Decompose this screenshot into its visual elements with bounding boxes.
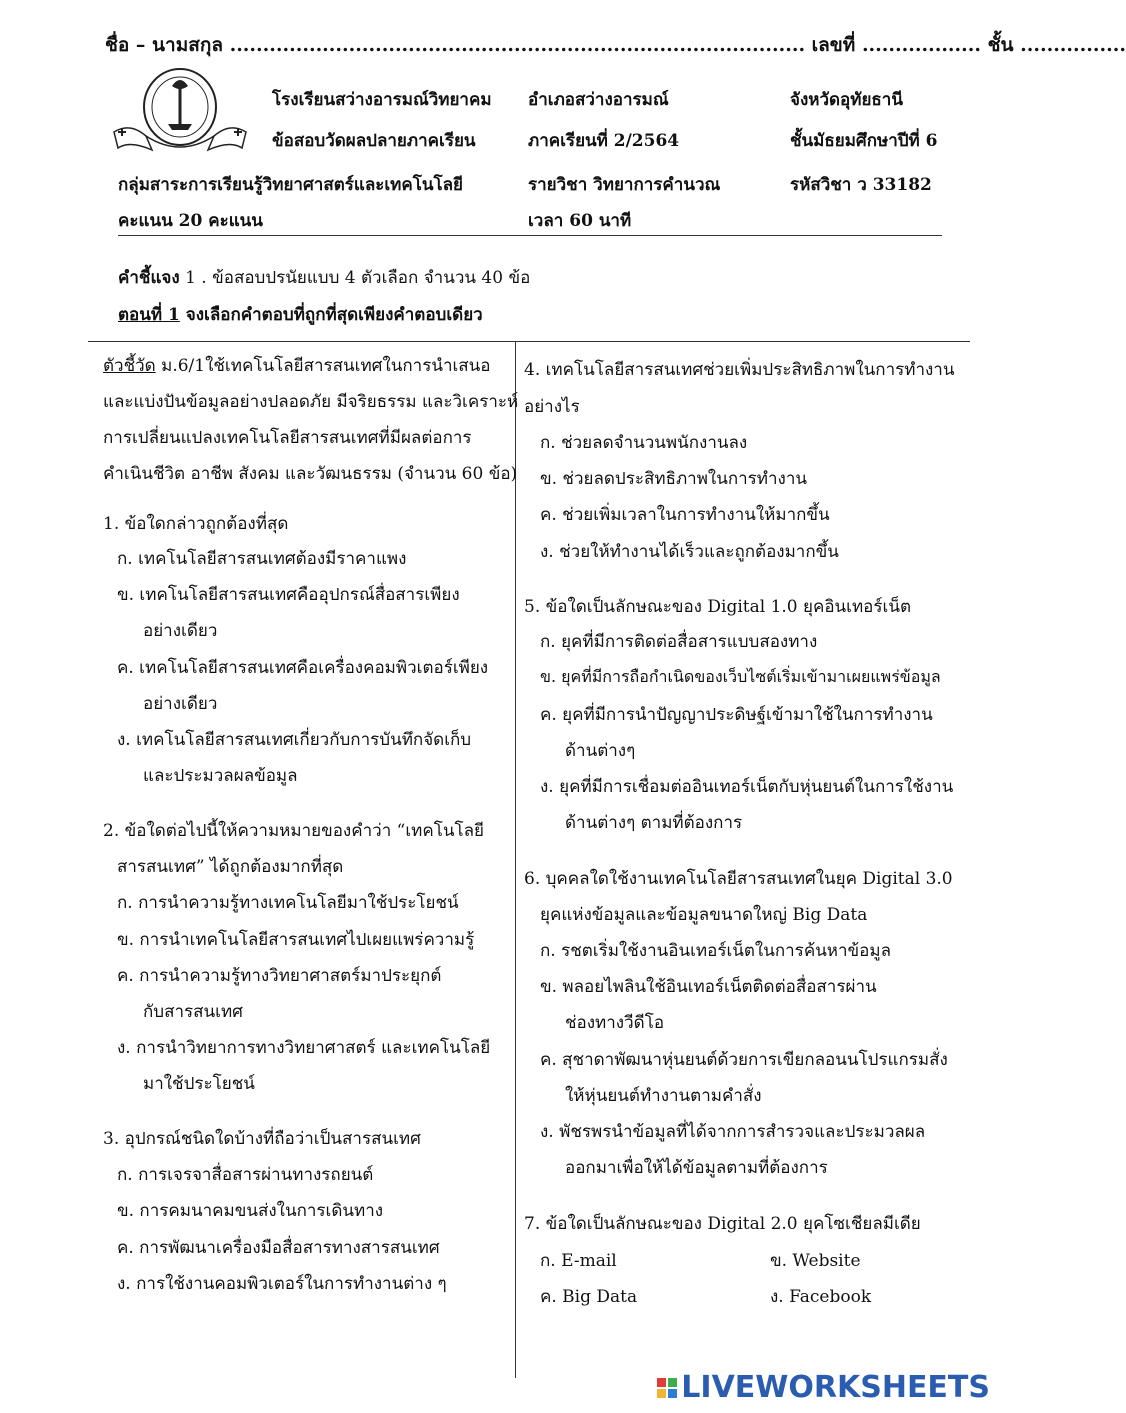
- q2-option-a[interactable]: ก. การนำความรู้ทางเทคโนโลยีมาใช้ประโยชน์: [117, 893, 459, 913]
- q5-option-c[interactable]: ค. ยุคที่มีการนำปัญญาประดิษฐ์เข้ามาใช้ในการทำงาน: [540, 705, 933, 725]
- logo-square-blue: [668, 1389, 677, 1398]
- subject-group: กลุ่มสาระการเรียนรู้วิทยาศาสตร์และเทคโนโลยี: [118, 175, 464, 195]
- question-6-cont: ยุคแห่งข้อมูลและข้อมูลขนาดใหญ่ Big Data: [540, 905, 868, 925]
- semester: ภาคเรียนที่ 2/2564: [528, 131, 680, 151]
- q1-option-b-cont: อย่างเดียว: [143, 621, 218, 641]
- q6-option-b[interactable]: ข. พลอยไพลินใช้อินเทอร์เน็ตติดต่อสื่อสารผ่าน: [540, 977, 877, 997]
- q1-option-d[interactable]: ง. เทคโนโลยีสารสนเทศเกี่ยวกับการบันทึกจัดเก็บ: [117, 730, 472, 750]
- course-code: รหัสวิชา ว 33182: [790, 175, 932, 195]
- q6-option-c[interactable]: ค. สุชาดาพัฒนาหุ่นยนต์ด้วยการเขียกลอนนโปรแกรมสั่ง: [540, 1050, 948, 1070]
- instructions-text: 1 . ข้อสอบปรนัยแบบ 4 ตัวเลือก จำนวน 40 ข้อ: [179, 268, 531, 288]
- q3-option-b[interactable]: ข. การคมนาคมขนส่งในการเดินทาง: [117, 1201, 384, 1221]
- grade-level: ชั้นมัธยมศึกษาปีที่ 6: [790, 131, 938, 151]
- part-label: ตอนที่ 1: [118, 305, 180, 325]
- question-1: 1. ข้อใดกล่าวถูกต้องที่สุด: [103, 514, 289, 534]
- q2-option-d[interactable]: ง. การนำวิทยาการทางวิทยาศาสตร์ และเทคโนโลยี: [117, 1038, 491, 1058]
- q2-option-b[interactable]: ข. การนำเทคโนโลยีสารสนเทศไปเผยแพร่ความรู้: [117, 930, 475, 950]
- name-line: ชื่อ – นามสกุล ....................................................................................... เลขที่ .................. ชั้น ................: [105, 34, 1126, 56]
- q7-option-b[interactable]: ข. Website: [770, 1251, 861, 1271]
- instructions: [118, 264, 530, 291]
- school-name: โรงเรียนสว่างอารมณ์วิทยาคม: [272, 90, 492, 110]
- q1-option-c[interactable]: ค. เทคโนโลยีสารสนเทศคือเครื่องคอมพิวเตอร์เพียง: [117, 658, 489, 678]
- q7-option-a[interactable]: ก. E-mail: [540, 1251, 617, 1271]
- q5-option-d[interactable]: ง. ยุคที่มีการเชื่อมต่ออินเทอร์เน็ตกับหุ่นยนต์ในการใช้งาน: [540, 777, 954, 797]
- school-emblem-icon: [110, 62, 250, 162]
- time-limit: เวลา 60 นาที: [528, 211, 632, 231]
- q6-option-d[interactable]: ง. พัชรพรนำข้อมูลที่ได้จากการสำรวจและประมวลผล: [540, 1122, 926, 1142]
- q3-option-d[interactable]: ง. การใช้งานคอมพิวเตอร์ในการทำงานต่าง ๆ: [117, 1274, 447, 1294]
- q1-option-c-cont: อย่างเดียว: [143, 694, 218, 714]
- q4-option-d[interactable]: ง. ช่วยให้ทำงานได้เร็วและถูกต้องมากขึ้น: [540, 542, 839, 562]
- indicator-line-2: และแบ่งปันข้อมูลอย่างปลอดภัย มีจริยธรรม และวิเคราะห์: [103, 392, 519, 412]
- q1-option-d-cont: และประมวลผลข้อมูล: [143, 766, 298, 786]
- question-4-cont: อย่างไร: [524, 397, 580, 417]
- q7-option-d[interactable]: ง. Facebook: [770, 1287, 872, 1307]
- question-7: 7. ข้อใดเป็นลักษณะของ Digital 2.0 ยุคโซเชียลมีเดีย: [524, 1214, 921, 1234]
- q1-option-b[interactable]: ข. เทคโนโลยีสารสนเทศคืออุปกรณ์สื่อสารเพียง: [117, 585, 460, 605]
- q3-option-c[interactable]: ค. การพัฒนาเครื่องมือสื่อสารทางสารสนเทศ: [117, 1238, 440, 1258]
- q6-option-a[interactable]: ก. รชตเริ่มใช้งานอินเทอร์เน็ตในการค้นหาข้อมูล: [540, 941, 892, 961]
- q6-option-b-cont: ช่องทางวีดีโอ: [565, 1013, 665, 1033]
- liveworksheets-icon: [657, 1378, 677, 1398]
- q5-option-c-cont: ด้านต่างๆ: [565, 741, 636, 761]
- question-2-cont: สารสนเทศ” ได้ถูกต้องมากที่สุด: [117, 857, 344, 877]
- indicator-label: ตัวชี้วัด: [103, 356, 156, 376]
- district: อำเภอสว่างอารมณ์: [528, 90, 669, 110]
- indicator-line-3: การเปลี่ยนแปลงเทคโนโลยีสารสนเทศที่มีผลต่อการ: [103, 428, 472, 448]
- column-divider: [515, 341, 516, 1378]
- q7-option-c[interactable]: ค. Big Data: [540, 1287, 638, 1307]
- q6-option-c-cont: ให้หุ่นยนต์ทำงานตามคำสั่ง: [565, 1086, 762, 1106]
- logo-square-red: [657, 1378, 666, 1387]
- q5-option-d-cont: ด้านต่างๆ ตามที่ต้องการ: [565, 813, 743, 833]
- indicator-line-4: คำเนินชีวิต อาชีพ สังคม และวัฒนธรรม (จำนวน 60 ข้อ): [103, 464, 518, 484]
- logo-square-yellow: [657, 1389, 666, 1398]
- q6-option-d-cont: ออกมาเพื่อให้ได้ข้อมูลตามที่ต้องการ: [565, 1158, 828, 1178]
- province: จังหวัดอุทัยธานี: [790, 90, 903, 110]
- instructions-label: คำชี้แจง: [118, 268, 180, 288]
- q2-option-c[interactable]: ค. การนำความรู้ทางวิทยาศาสตร์มาประยุกต์: [117, 966, 442, 986]
- liveworksheets-logo[interactable]: [657, 1370, 990, 1405]
- score-total: คะแนน 20 คะแนน: [118, 211, 263, 231]
- q5-option-a[interactable]: ก. ยุคที่มีการติดต่อสื่อสารแบบสองทาง: [540, 632, 818, 652]
- indicator-line-1: [103, 348, 491, 384]
- q3-option-a[interactable]: ก. การเจรจาสื่อสารผ่านทางรถยนต์: [117, 1165, 374, 1185]
- q2-option-c-cont: กับสารสนเทศ: [143, 1002, 243, 1022]
- question-6: 6. บุคคลใดใช้งานเทคโนโลยีสารสนเทศในยุค Digital 3.0: [524, 869, 953, 889]
- question-4: 4. เทคโนโลยีสารสนเทศช่วยเพิ่มประสิทธิภาพในการทำงาน: [524, 360, 955, 380]
- part-text: จงเลือกคำตอบที่ถูกที่สุดเพียงคำตอบเดียว: [179, 305, 483, 325]
- header-divider: [118, 235, 942, 236]
- exam-title: ข้อสอบวัดผลปลายภาคเรียน: [272, 131, 476, 151]
- columns-top-border: [88, 341, 970, 342]
- q1-option-a[interactable]: ก. เทคโนโลยีสารสนเทศต้องมีราคาแพง: [117, 549, 407, 569]
- q4-option-a[interactable]: ก. ช่วยลดจำนวนพนักงานลง: [540, 433, 748, 453]
- q4-option-c[interactable]: ค. ช่วยเพิ่มเวลาในการทำงานให้มากขึ้น: [540, 505, 830, 525]
- course-name: รายวิชา วิทยาการคำนวณ: [528, 175, 721, 195]
- logo-square-green: [668, 1378, 677, 1387]
- part-instruction: [118, 301, 483, 328]
- indicator-text: ม.6/1ใช้เทคโนโลยีสารสนเทศในการนำเสนอ: [155, 356, 491, 376]
- question-2: 2. ข้อใดต่อไปนี้ให้ความหมายของคำว่า “เทคโนโลยี: [103, 821, 484, 841]
- q4-option-b[interactable]: ข. ช่วยลดประสิทธิภาพในการทำงาน: [540, 469, 808, 489]
- q2-option-d-cont: มาใช้ประโยชน์: [143, 1074, 255, 1094]
- liveworksheets-text: LIVEWORKSHEETS: [681, 1370, 990, 1405]
- school-logo: [110, 62, 250, 162]
- question-5: 5. ข้อใดเป็นลักษณะของ Digital 1.0 ยุคอินเทอร์เน็ต: [524, 597, 911, 617]
- q5-option-b[interactable]: ข. ยุคที่มีการถือกำเนิดของเว็บไซต์เริ่มเข้ามาเผยแพร่ข้อมูล: [540, 667, 941, 686]
- question-3: 3. อุปกรณ์ชนิดใดบ้างที่ถือว่าเป็นสารสนเทศ: [103, 1129, 421, 1149]
